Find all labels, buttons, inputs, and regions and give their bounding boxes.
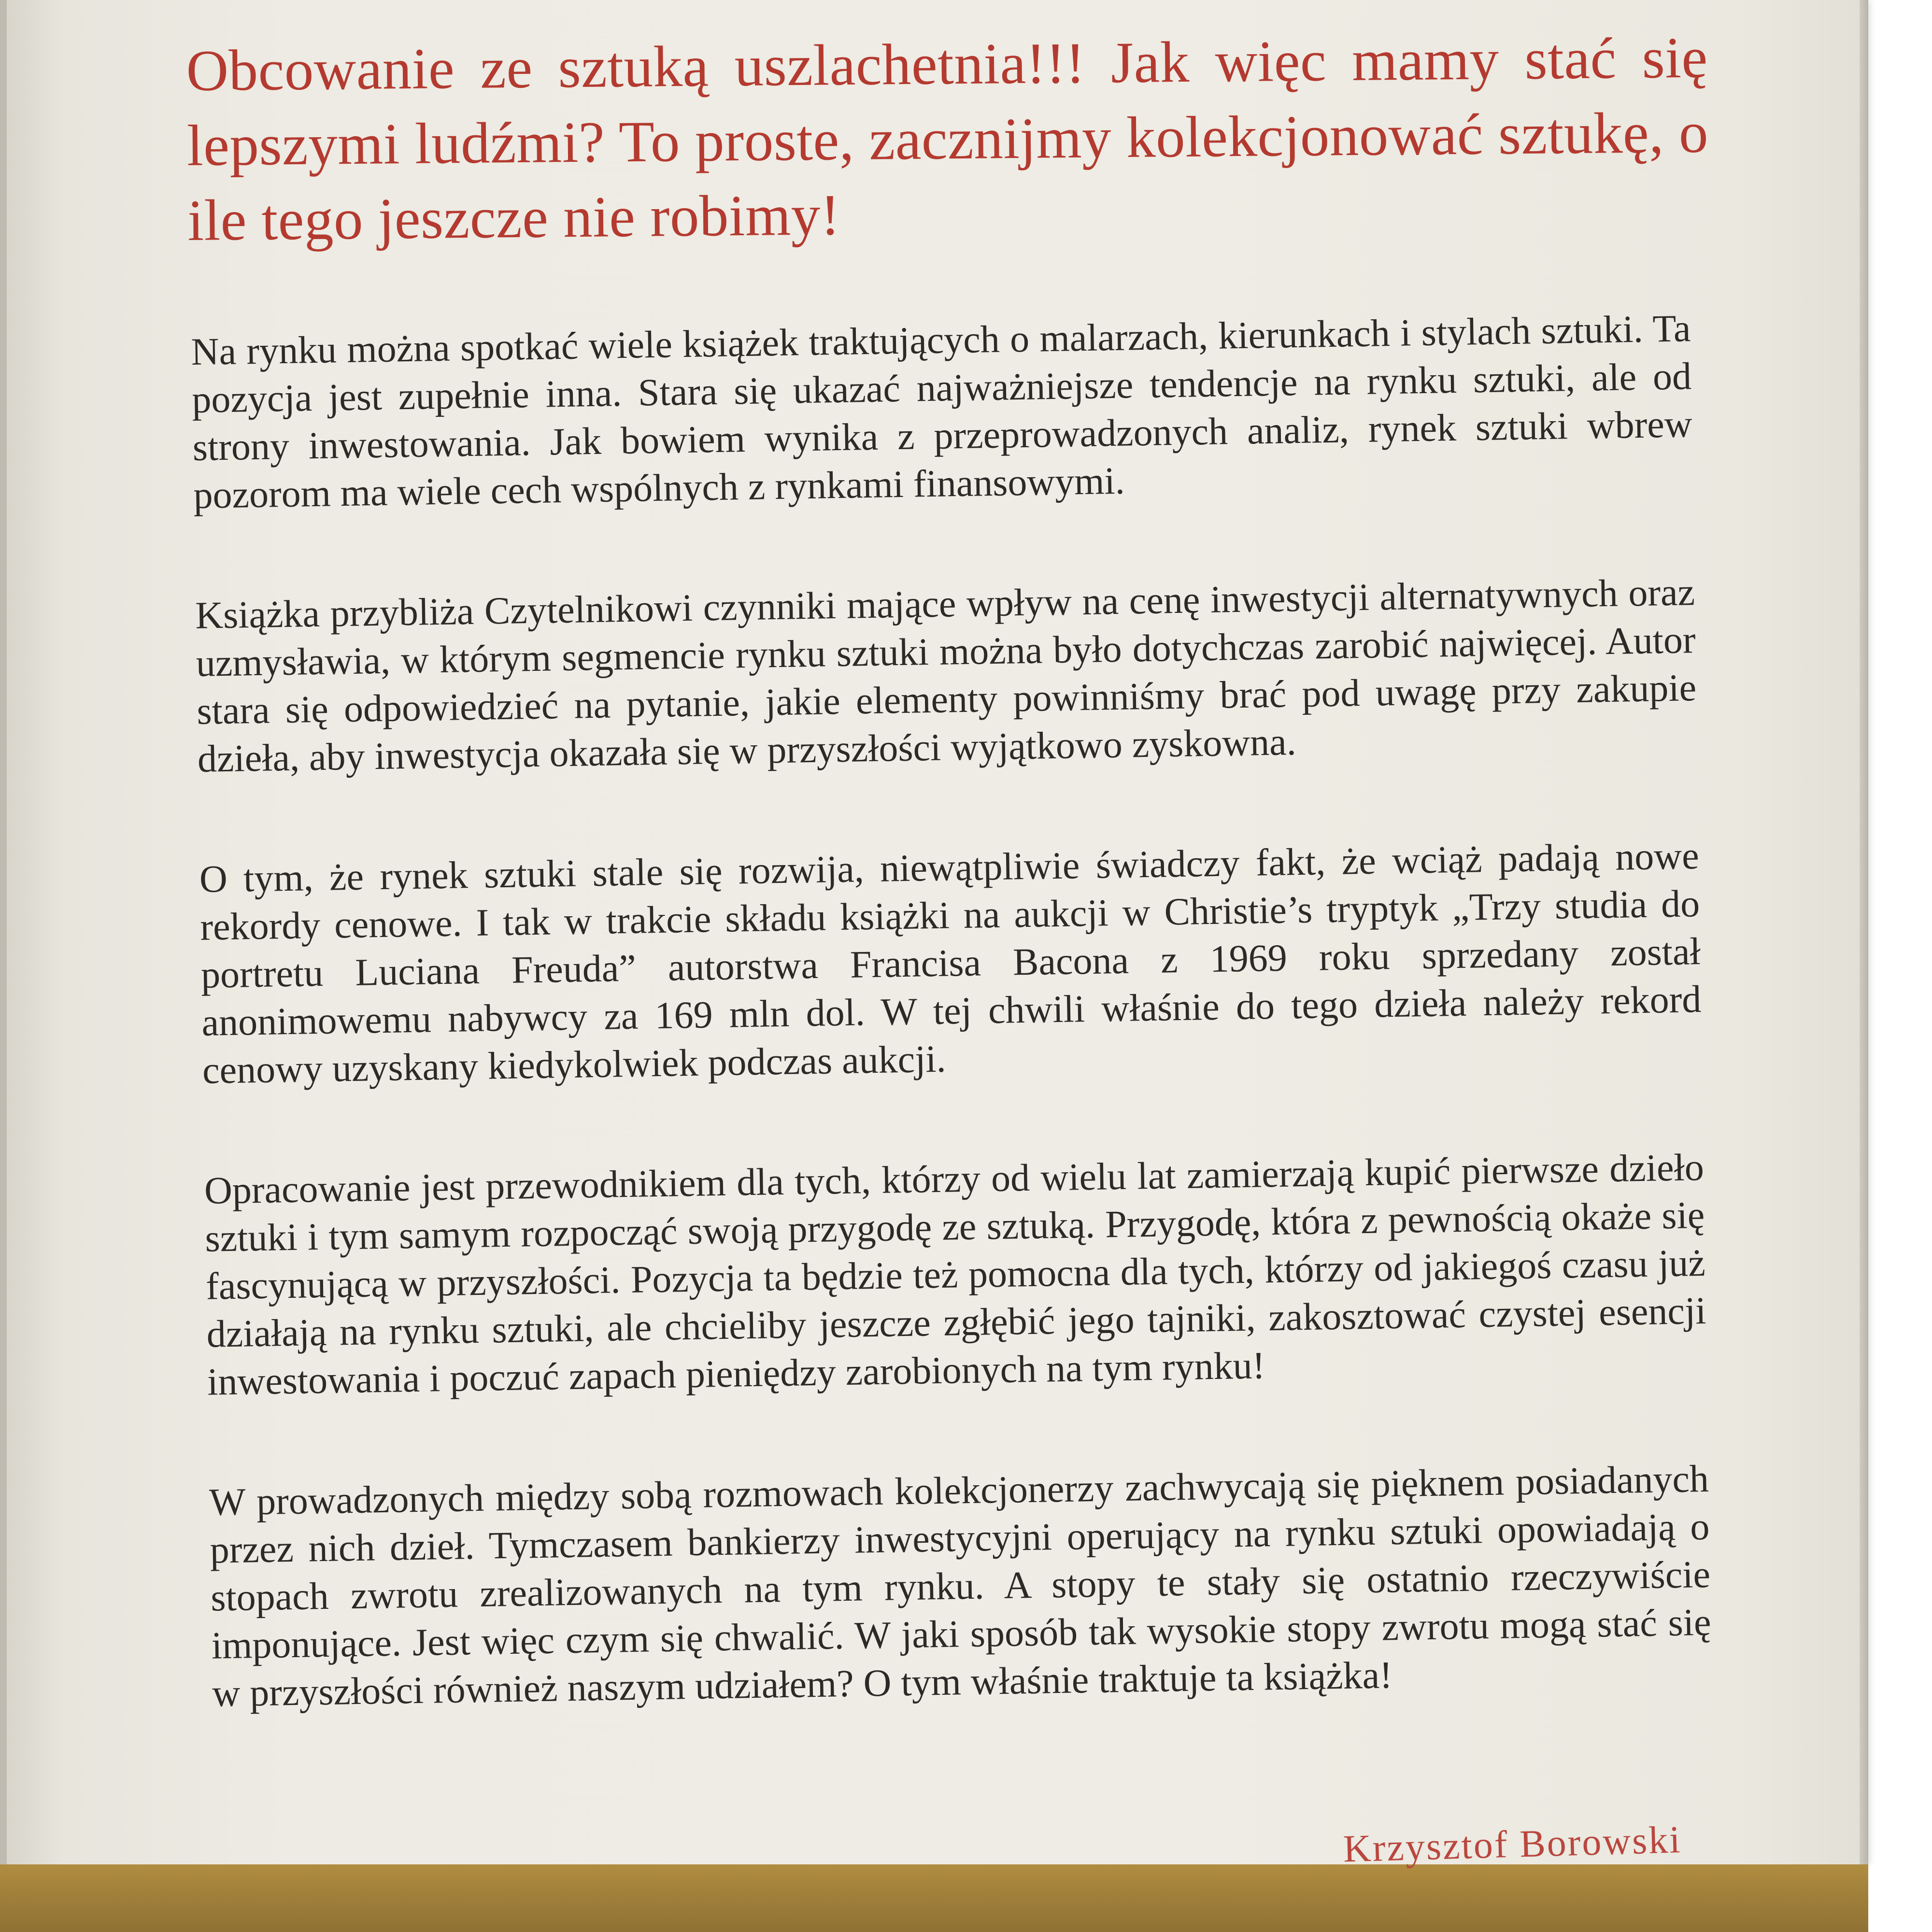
gold-band <box>0 1864 1868 1932</box>
cover-spine-edge <box>0 0 7 1864</box>
headline: Obcowanie ze sztuką uszlachetnia!!! Jak więc mamy stać się lepszymi ludźmi? To proste, zacznijmy kolekcjonować sztukę, o ile tego jeszcze nie robimy! <box>186 25 1709 253</box>
blurb-body <box>191 305 1712 1718</box>
paragraph-3: O tym, że rynek sztuki stale się rozwija, niewątpliwie świadczy fakt, że wciąż padają nowe rekordy cenowe. I tak w trakcie składu książki na aukcji w Christie’s tryptyk „Trzy studia do portretu Luciana Freuda” autorstwa Francisa Bacona z 1969 roku sprzedany został anonimowemu nabywcy za 169 mln dol. W tej chwili właśnie do tego dzieła należy rekord cenowy uzyskany kiedykolwiek podczas aukcji. <box>199 835 1702 1092</box>
paragraph-5: W prowadzonych między sobą rozmowach kolekcjonerzy zachwycają się pięknem posiadanych przez nich dzieł. Tymczasem bankierzy inwestycyjni operujący na rynku sztuki opowiadają o stopach zwrotu zrealizowanych na tym rynku. A stopy te stały się ostatnio rzeczywiście imponujące. Jest więc czym się chwalić. W jaki sposób tak wysokie stopy zwrotu mogą stać się w przyszłości również naszym udziałem? O tym właśnie traktuje ta książka! <box>209 1457 1712 1715</box>
author-signature: Krzysztof Borowski <box>1342 1818 1682 1871</box>
paragraph-2: Książka przybliża Czytelnikowi czynniki mające wpływ na cenę inwestycji alternatywnych oraz uzmysławia, w którym segmencie rynku sztuki można było dotychczas zarobić najwięcej. Autor stara się odpowiedzieć na pytanie, jakie elementy powinniśmy brać pod uwagę przy zakupie dzieła, aby inwestycja okazała się w przyszłości wyjątkowo zyskowna. <box>195 571 1697 781</box>
paragraph-1: Na rynku można spotkać wiele książek traktujących o malarzach, kierunkach i stylach sztuki. Ta pozycja jest zupełnie inna. Stara się ukazać najważniejsze tendencje na rynku sztuki, ale od strony inwestowania. Jak bowiem wynika z przeprowadzonych analiz, rynek sztuki wbrew pozorom ma wiele cech wspólnych z rynkami finansowymi. <box>191 307 1693 517</box>
cover-right-edge <box>1860 0 1868 1864</box>
paragraph-4: Opracowanie jest przewodnikiem dla tych, którzy od wielu lat zamierzają kupić pierwsze dzieło sztuki i tym samym rozpocząć swoją przygodę ze sztuką. Przygodę, która z pewnością okaże się fascynującą w przyszłości. Pozycja ta będzie też pomocna dla tych, którzy od jakiegoś czasu już działają na rynku sztuki, ale chcieliby jeszcze zgłębić jego tajniki, zakosztować czystej esencji inwestowania i poczuć zapach pieniędzy zarobionych na tym rynku! <box>204 1146 1707 1404</box>
